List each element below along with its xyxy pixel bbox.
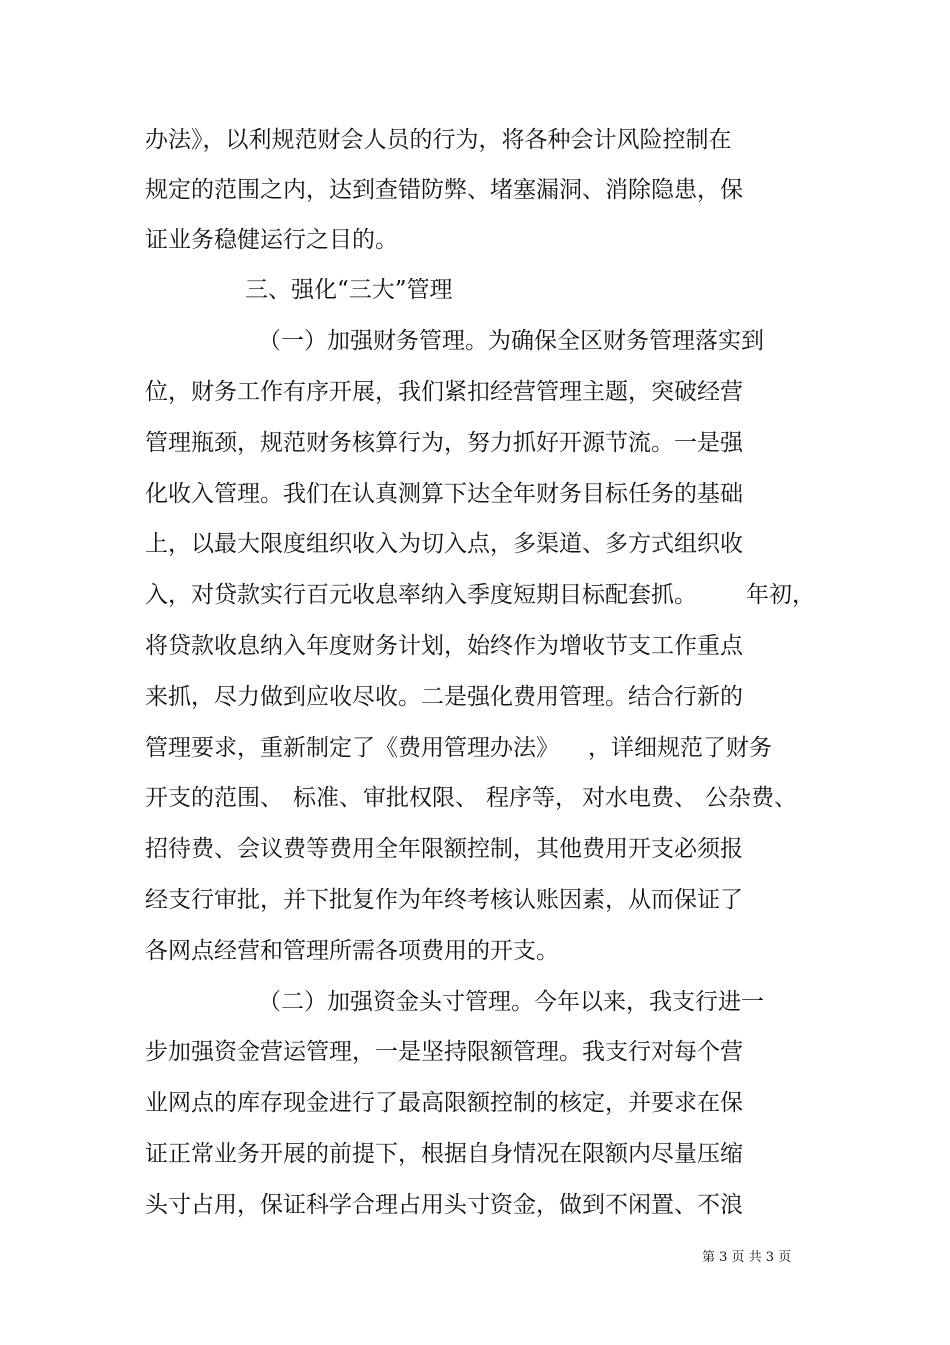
- text-segment: 对水电费、: [582, 785, 697, 811]
- text-line: [0, 1032, 950, 1072]
- text-segment: 业网点的库存现金进行了最高限额控制的核定，并要求在保: [145, 1090, 743, 1116]
- text-segment: 审批权限、: [363, 785, 478, 811]
- text-segment: 规定的范围之内，达到查错防弊、堵塞漏洞、消除隐患，保: [145, 177, 743, 203]
- section-heading: [0, 270, 950, 310]
- text-line: [0, 1134, 950, 1174]
- text-segment: 各网点经营和管理所需各项费用的开支。: [145, 938, 559, 964]
- text-segment: 步加强资金营运管理，一是坚持限额管理。我支行对每个营: [145, 1039, 743, 1065]
- text-segment: 证正常业务开展的前提下，根据自身情况在限额内尽量压缩: [145, 1141, 743, 1167]
- text-line: [0, 778, 950, 818]
- text-segment: 年初，: [746, 582, 815, 608]
- text-line: [0, 120, 950, 160]
- text-segment: 办法》，以利规范财会人员的行为，将各种会计风险控制在: [145, 127, 732, 153]
- text-line: [0, 575, 950, 615]
- text-segment: （一）加强财务管理。为确保全区财务管理落实到: [258, 328, 764, 354]
- text-segment: 来抓，尽力做到应收尽收。二是强化费用管理。结合行新的: [145, 684, 743, 710]
- text-segment: （二）加强资金头寸管理。今年以来，我支行进一: [258, 989, 764, 1015]
- text-segment: 头寸占用，保证科学合理占用头寸资金，做到不闲置、不浪: [145, 1192, 743, 1218]
- text-line: [0, 982, 950, 1022]
- page-number: 第 3 页 共 3 页: [702, 1250, 792, 1265]
- text-segment: 管理瓶颈，规范财务核算行为，努力抓好开源节流。一是强: [145, 430, 743, 456]
- page-footer: [0, 1248, 950, 1268]
- text-segment: ，详细规范了财务: [588, 735, 772, 761]
- text-segment: 位，财务工作有序开展，我们紧扣经营管理主题，突破经营: [145, 379, 743, 405]
- text-line: [0, 524, 950, 564]
- text-line: [0, 626, 950, 666]
- text-segment: 证业务稳健运行之目的。: [145, 227, 398, 253]
- text-line: [0, 829, 950, 869]
- text-segment: 经支行审批，并下批复作为年终考核认账因素，从而保证了: [145, 887, 743, 913]
- text-segment: 上，以最大限度组织收入为切入点，多渠道、多方式组织收: [145, 531, 743, 557]
- text-segment: 管理要求，重新制定了《费用管理办法》: [145, 735, 559, 761]
- text-line: [0, 170, 950, 210]
- text-line: [0, 220, 950, 260]
- text-segment: 公杂费、: [705, 785, 797, 811]
- text-line: [0, 474, 950, 514]
- text-line: [0, 931, 950, 971]
- text-line: [0, 1083, 950, 1123]
- text-segment: 将贷款收息纳入年度财务计划，始终作为增收节支工作重点: [145, 633, 743, 659]
- text-line: [0, 677, 950, 717]
- text-segment: 标准、: [293, 785, 362, 811]
- text-segment: 化收入管理。我们在认真测算下达全年财务目标任务的基础: [145, 481, 743, 507]
- heading-text: 三、强化“三大”管理: [245, 277, 453, 303]
- text-line: [0, 372, 950, 412]
- text-line: [0, 880, 950, 920]
- text-segment: 程序等，: [486, 785, 578, 811]
- text-segment: 招待费、会议费等费用全年限额控制，其他费用开支必须报: [145, 836, 743, 862]
- text-line: [0, 423, 950, 463]
- text-segment: 开支的范围、: [145, 785, 283, 811]
- text-line: [0, 728, 950, 768]
- text-line: [0, 321, 950, 361]
- text-segment: 入，对贷款实行百元收息率纳入季度短期目标配套抓。: [145, 582, 697, 608]
- text-line: [0, 1185, 950, 1225]
